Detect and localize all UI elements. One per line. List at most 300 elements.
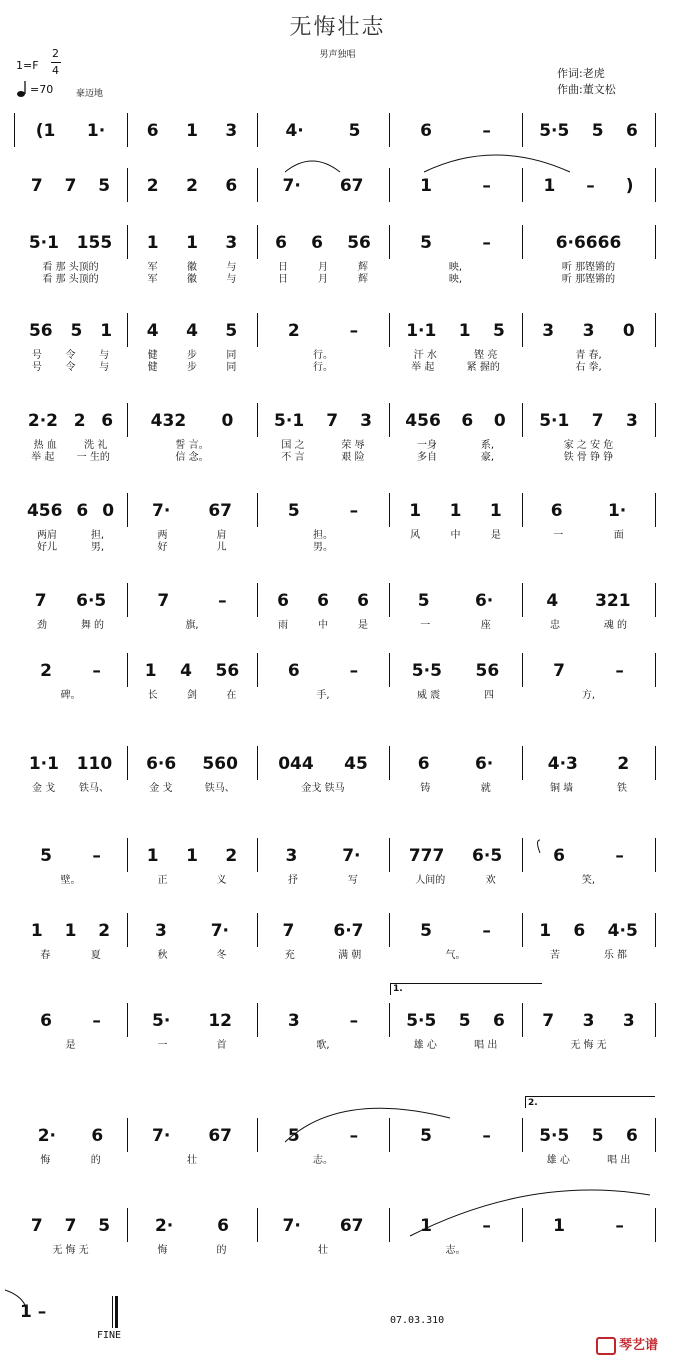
measure bbox=[389, 842, 522, 866]
note: 7 bbox=[591, 411, 604, 431]
note: 7· bbox=[152, 1126, 171, 1146]
lyric-word: 夏 bbox=[90, 950, 101, 961]
note: 2 bbox=[287, 321, 300, 341]
note: 6 bbox=[553, 846, 565, 866]
note: 1 bbox=[100, 321, 113, 341]
note: 7 bbox=[157, 591, 170, 611]
note: 7· bbox=[342, 846, 361, 866]
note: 1 bbox=[458, 321, 471, 341]
key-signature: 1=F bbox=[16, 59, 39, 72]
note: 5·5 bbox=[539, 1126, 570, 1146]
lyric-measure bbox=[257, 1241, 389, 1256]
measure bbox=[127, 657, 257, 681]
lyric-word: 一 生的 bbox=[76, 452, 110, 463]
barline bbox=[655, 313, 656, 347]
note: 3 bbox=[285, 846, 298, 866]
measure bbox=[389, 229, 522, 253]
note: 67 bbox=[208, 501, 232, 521]
measure bbox=[257, 497, 389, 521]
lyric-word: 多自 bbox=[416, 452, 437, 463]
lyric-word: 正 bbox=[157, 875, 168, 886]
watermark-logo bbox=[596, 1334, 658, 1355]
lyric-measure bbox=[14, 1036, 127, 1051]
note: 2· bbox=[37, 1126, 56, 1146]
note: 6 bbox=[492, 1011, 505, 1031]
note: 3 bbox=[287, 1011, 300, 1031]
note: 7 bbox=[30, 176, 43, 196]
lyric-word: 壮 bbox=[318, 1245, 328, 1256]
barline bbox=[655, 1208, 656, 1242]
lyric-word: 魂 的 bbox=[603, 620, 628, 631]
lyric-measure bbox=[127, 779, 257, 794]
lyric-word: 担, bbox=[90, 530, 105, 541]
lyric-word: 举 起 bbox=[411, 362, 435, 373]
lyric-word: 军 bbox=[147, 274, 158, 285]
note: 5 bbox=[348, 121, 361, 141]
note: – bbox=[482, 176, 491, 196]
lyric-word: 春 bbox=[40, 950, 51, 961]
note: 7· bbox=[152, 501, 171, 521]
lyric-word: 汗 水 bbox=[413, 350, 437, 361]
lyric-measure bbox=[522, 1036, 655, 1051]
lyric-measure bbox=[257, 779, 389, 794]
note: – bbox=[92, 846, 101, 866]
song-subtitle: 男声独唱 bbox=[319, 50, 356, 60]
note: 5 bbox=[591, 1126, 604, 1146]
lyric-measure bbox=[257, 1151, 389, 1166]
lyric-word: 男。 bbox=[313, 542, 333, 553]
lyric-word: 就 bbox=[480, 783, 491, 794]
note: 56 bbox=[28, 321, 53, 341]
note: 6·7 bbox=[333, 921, 364, 941]
note: 6 bbox=[461, 411, 474, 431]
lyric-word: 举 起 bbox=[31, 452, 55, 463]
note: 1 bbox=[186, 233, 198, 253]
note: – bbox=[349, 501, 359, 521]
measure bbox=[14, 750, 127, 774]
lyric-word: 金 戈 bbox=[31, 783, 56, 794]
measure bbox=[14, 917, 127, 941]
note: 2 bbox=[73, 411, 86, 431]
note: 4 bbox=[546, 591, 559, 611]
measure bbox=[257, 842, 389, 866]
note: 6 bbox=[217, 1216, 230, 1236]
note: 1 bbox=[64, 921, 77, 941]
lyric-word: 风 bbox=[410, 530, 421, 541]
note: 560 bbox=[202, 754, 238, 774]
note: 6·6666 bbox=[555, 233, 622, 253]
note: 4·5 bbox=[607, 921, 638, 941]
lyric-word: 铁马、 bbox=[79, 783, 110, 794]
lyric-word: 豪, bbox=[480, 452, 495, 463]
lyric-word: 家 之 安 危 bbox=[563, 440, 614, 451]
lyric-word: 铸 bbox=[420, 783, 431, 794]
lyric-word: 不 言 bbox=[281, 452, 305, 463]
lyric-measure bbox=[14, 538, 127, 553]
lyric-word: 方, bbox=[581, 690, 596, 701]
lyric-measure bbox=[257, 686, 389, 701]
lyric-measure bbox=[389, 616, 522, 631]
lyric-word: 健 bbox=[147, 350, 158, 361]
lyric-word: 铁 bbox=[617, 783, 628, 794]
lyric-measure bbox=[389, 779, 522, 794]
lyric-word: 日 bbox=[278, 274, 288, 285]
lyric-measure bbox=[14, 1151, 127, 1166]
tempo-text: 豪迈地 bbox=[76, 89, 104, 99]
measure bbox=[127, 229, 257, 253]
measure bbox=[127, 587, 257, 611]
note: – bbox=[482, 921, 491, 941]
lyric-measure bbox=[127, 1151, 257, 1166]
lyric-measure bbox=[389, 871, 522, 886]
lyric-word: 壮 bbox=[187, 1155, 197, 1166]
note: 2 bbox=[617, 754, 630, 774]
lyric-word: 与 bbox=[99, 350, 110, 361]
note: 5 bbox=[420, 233, 432, 253]
measure bbox=[127, 1212, 257, 1236]
note: 432 bbox=[150, 411, 187, 431]
measure bbox=[14, 657, 127, 681]
lyric-word: 四 bbox=[484, 690, 495, 701]
note: 1 bbox=[186, 121, 198, 141]
lyric-word: 月 bbox=[318, 262, 328, 273]
barline bbox=[655, 225, 656, 259]
note: 3 bbox=[625, 411, 638, 431]
note: – bbox=[218, 591, 227, 611]
lyric-word: 月 bbox=[318, 274, 328, 285]
lyric-measure bbox=[14, 270, 127, 285]
note: 3 bbox=[582, 1011, 595, 1031]
lyric-word: 热 血 bbox=[33, 440, 57, 451]
note: 1 bbox=[409, 501, 422, 521]
measure bbox=[389, 172, 522, 196]
lyric-measure bbox=[14, 686, 127, 701]
measure bbox=[14, 587, 127, 611]
measure bbox=[522, 842, 655, 866]
lyric-word: 手, bbox=[316, 690, 330, 701]
note: 0 bbox=[493, 411, 506, 431]
note: 3 bbox=[225, 121, 238, 141]
lyric-measure bbox=[127, 1036, 257, 1051]
lyric-word: 长 bbox=[147, 690, 158, 701]
note: 7· bbox=[282, 176, 301, 196]
composer: 作曲:董文松 bbox=[557, 83, 616, 96]
lyric-measure bbox=[257, 448, 389, 463]
lyric-measure bbox=[522, 1151, 655, 1166]
measure bbox=[522, 587, 655, 611]
lyric-word: 中 bbox=[450, 530, 461, 541]
lyric-word: 行。 bbox=[313, 362, 333, 373]
volta-1-line bbox=[390, 983, 542, 984]
barline bbox=[655, 583, 656, 617]
lyric-word: 徽 bbox=[186, 274, 197, 285]
note: 4 bbox=[186, 321, 198, 341]
note: – bbox=[92, 1011, 101, 1031]
measure bbox=[257, 229, 389, 253]
note: 6 bbox=[146, 121, 159, 141]
measure bbox=[257, 1007, 389, 1031]
lyric-measure bbox=[257, 616, 389, 631]
note: 7· bbox=[210, 921, 230, 941]
note: 5·1 bbox=[28, 233, 59, 253]
lyric-word: 苦 bbox=[549, 950, 560, 961]
note: 6 bbox=[420, 121, 432, 141]
lyric-word: 唱 出 bbox=[607, 1155, 631, 1166]
note: 5·5 bbox=[411, 661, 442, 681]
note: 5 bbox=[70, 321, 83, 341]
note: 6 bbox=[311, 233, 323, 253]
note: 5 bbox=[40, 846, 52, 866]
lyric-word: 笑, bbox=[581, 875, 596, 886]
lyric-word: 誓 言。 bbox=[175, 440, 209, 451]
measure bbox=[389, 1212, 522, 1236]
measure bbox=[522, 917, 655, 941]
lyric-measure bbox=[522, 616, 655, 631]
note: – bbox=[349, 321, 359, 341]
note: – bbox=[482, 121, 491, 141]
lyric-word: 无 悔 无 bbox=[570, 1040, 607, 1051]
lyric-measure bbox=[14, 946, 127, 961]
measure bbox=[127, 317, 257, 341]
barline bbox=[655, 838, 656, 872]
measure bbox=[14, 172, 127, 196]
lyric-word: 徽 bbox=[186, 262, 197, 273]
lyric-measure bbox=[127, 946, 257, 961]
lyric-measure bbox=[257, 358, 389, 373]
measure bbox=[522, 1122, 655, 1146]
logo-icon bbox=[596, 1337, 616, 1355]
note: 3 bbox=[360, 411, 372, 431]
lyric-measure bbox=[14, 871, 127, 886]
note: 5· bbox=[152, 1011, 171, 1031]
note: 1·1 bbox=[28, 754, 59, 774]
lyric-word: 的 bbox=[216, 1245, 227, 1256]
barline bbox=[655, 653, 656, 687]
lyric-word: 金戈 铁马 bbox=[301, 783, 345, 794]
measure bbox=[389, 1122, 522, 1146]
lyric-word: 乐 都 bbox=[603, 950, 628, 961]
volta-2-hook bbox=[525, 1096, 526, 1108]
note: 0 bbox=[221, 411, 234, 431]
barline bbox=[655, 113, 656, 147]
lyric-word: 肩 bbox=[216, 530, 227, 541]
note: 6 bbox=[550, 501, 563, 521]
note: 6 bbox=[275, 233, 287, 253]
note: 1 bbox=[146, 233, 159, 253]
lyric-word: 是 bbox=[358, 620, 368, 631]
measure bbox=[257, 1212, 389, 1236]
note: 45 bbox=[344, 754, 368, 774]
lyric-word: 与 bbox=[226, 274, 237, 285]
barline bbox=[655, 493, 656, 527]
lyric-measure bbox=[522, 526, 655, 541]
note: 2 bbox=[225, 846, 238, 866]
measure bbox=[257, 172, 389, 196]
measure bbox=[522, 172, 655, 196]
note: 7 bbox=[326, 411, 339, 431]
fine-mark: FINE bbox=[97, 1330, 122, 1341]
note: 2·2 bbox=[27, 411, 58, 431]
lyric-measure bbox=[522, 779, 655, 794]
measure bbox=[127, 117, 257, 141]
lyric-word: 志。 bbox=[445, 1245, 466, 1256]
lyric-word: 荣 辱 bbox=[341, 440, 365, 451]
lyric-measure bbox=[389, 1036, 522, 1051]
note: 0 bbox=[102, 501, 115, 521]
note: – bbox=[615, 846, 624, 866]
lyric-word: 艰 险 bbox=[341, 452, 365, 463]
measure bbox=[257, 587, 389, 611]
barline bbox=[655, 1003, 656, 1037]
lyric-word: 行。 bbox=[313, 350, 333, 361]
note: 67 bbox=[339, 176, 364, 196]
measure bbox=[127, 497, 257, 521]
measure bbox=[522, 229, 655, 253]
note: 6· bbox=[474, 754, 494, 774]
note: 7 bbox=[34, 591, 47, 611]
measure bbox=[127, 917, 257, 941]
lyric-measure bbox=[389, 448, 522, 463]
barline bbox=[655, 168, 656, 202]
lyric-word: 同 bbox=[226, 362, 237, 373]
note: 3 bbox=[225, 233, 238, 253]
measure bbox=[522, 1212, 655, 1236]
note: – bbox=[615, 661, 624, 681]
note: 456 bbox=[26, 501, 63, 521]
lyric-measure bbox=[389, 358, 522, 373]
tempo-value: =70 bbox=[30, 83, 54, 96]
barline bbox=[655, 1118, 656, 1152]
lyric-measure bbox=[127, 358, 257, 373]
note: 6·5 bbox=[472, 846, 503, 866]
lyric-word: 铁 骨 铮 铮 bbox=[563, 452, 614, 463]
measure bbox=[14, 497, 127, 521]
note: 1· bbox=[607, 501, 627, 521]
measure bbox=[127, 842, 257, 866]
lyric-word: 在 bbox=[226, 690, 237, 701]
note: (1 bbox=[35, 121, 56, 141]
lyric-word: 系, bbox=[480, 440, 495, 451]
note: 6 bbox=[417, 754, 430, 774]
lyric-word: 儿 bbox=[216, 542, 227, 553]
lyric-measure bbox=[389, 270, 522, 285]
note: 1 bbox=[553, 1216, 565, 1236]
lyric-word: 舞 的 bbox=[80, 620, 105, 631]
lyric-word: 听 那铿锵的 bbox=[561, 274, 616, 285]
lyric-measure bbox=[257, 1036, 389, 1051]
lyric-word: 步 bbox=[186, 350, 197, 361]
note: 2 bbox=[98, 921, 111, 941]
quarter-note-icon bbox=[16, 80, 30, 98]
lyric-word: 一 bbox=[157, 1040, 168, 1051]
measure bbox=[389, 587, 522, 611]
lyric-word: 面 bbox=[613, 530, 624, 541]
lyric-measure bbox=[14, 779, 127, 794]
lyric-word: 与 bbox=[226, 262, 237, 273]
lyric-measure bbox=[389, 526, 522, 541]
lyric-word: 充 bbox=[284, 950, 295, 961]
measure bbox=[522, 497, 655, 521]
note: 6 bbox=[40, 1011, 52, 1031]
measure bbox=[389, 407, 522, 431]
time-signature-line bbox=[51, 62, 61, 63]
lyric-word: 右 拳, bbox=[575, 362, 602, 373]
measure bbox=[14, 117, 127, 141]
lyric-word: 青 春, bbox=[575, 350, 602, 361]
measure bbox=[257, 917, 389, 941]
note: 1 bbox=[543, 176, 556, 196]
lyric-measure bbox=[522, 946, 655, 961]
lyric-measure bbox=[127, 270, 257, 285]
lyric-word: 与 bbox=[99, 362, 110, 373]
lyric-word: 中 bbox=[318, 620, 328, 631]
measure bbox=[257, 317, 389, 341]
lyric-word: 铁马、 bbox=[204, 783, 235, 794]
note: 0 bbox=[622, 321, 635, 341]
lyric-word: 雄 心 bbox=[413, 1040, 437, 1051]
note: 155 bbox=[76, 233, 113, 253]
barline bbox=[655, 913, 656, 947]
note: – bbox=[349, 661, 359, 681]
lyric-word: 信 念。 bbox=[175, 452, 209, 463]
measure bbox=[257, 117, 389, 141]
note: 1· bbox=[86, 121, 106, 141]
note: 6 bbox=[573, 921, 586, 941]
measure bbox=[127, 407, 257, 431]
lyric-word: 令 bbox=[65, 350, 76, 361]
note: 7 bbox=[282, 921, 295, 941]
lyric-word: 军 bbox=[147, 262, 158, 273]
lyric-measure bbox=[257, 270, 389, 285]
final-notes: 1 – bbox=[20, 1302, 47, 1322]
volta-2-label: 2. bbox=[528, 1098, 538, 1108]
lyric-word: 同 bbox=[226, 350, 237, 361]
final-barline-thin bbox=[112, 1296, 113, 1328]
measure bbox=[389, 750, 522, 774]
note: 5·1 bbox=[274, 411, 305, 431]
lyric-word: 歌, bbox=[316, 1040, 330, 1051]
note: 7 bbox=[64, 1216, 77, 1236]
lyric-measure bbox=[14, 616, 127, 631]
lyric-word: 秋 bbox=[157, 950, 168, 961]
note: – bbox=[482, 233, 491, 253]
lyric-word: 步 bbox=[186, 362, 197, 373]
note: 5 bbox=[492, 321, 505, 341]
lyric-measure bbox=[522, 270, 655, 285]
note: – bbox=[482, 1216, 491, 1236]
measure bbox=[14, 842, 127, 866]
time-signature-top: 2 bbox=[52, 47, 59, 60]
lyric-word: 唱 出 bbox=[474, 1040, 498, 1051]
note: 6 bbox=[76, 501, 89, 521]
note: 4 bbox=[180, 661, 192, 681]
note: 6 bbox=[277, 591, 289, 611]
note: 56 bbox=[215, 661, 240, 681]
note: 6 bbox=[91, 1126, 104, 1146]
note: 5 bbox=[420, 921, 432, 941]
note: 044 bbox=[278, 754, 314, 774]
lyric-word: 雨 bbox=[278, 620, 288, 631]
note: 6 bbox=[625, 121, 638, 141]
lyric-measure bbox=[389, 1241, 522, 1256]
note: 56 bbox=[475, 661, 500, 681]
lyric-word: 义 bbox=[216, 875, 227, 886]
lyric-word: 令 bbox=[65, 362, 76, 373]
measure bbox=[522, 657, 655, 681]
lyric-word: 写 bbox=[348, 875, 358, 886]
lyric-word: 旗, bbox=[185, 620, 199, 631]
lyric-word: 剑 bbox=[186, 690, 197, 701]
